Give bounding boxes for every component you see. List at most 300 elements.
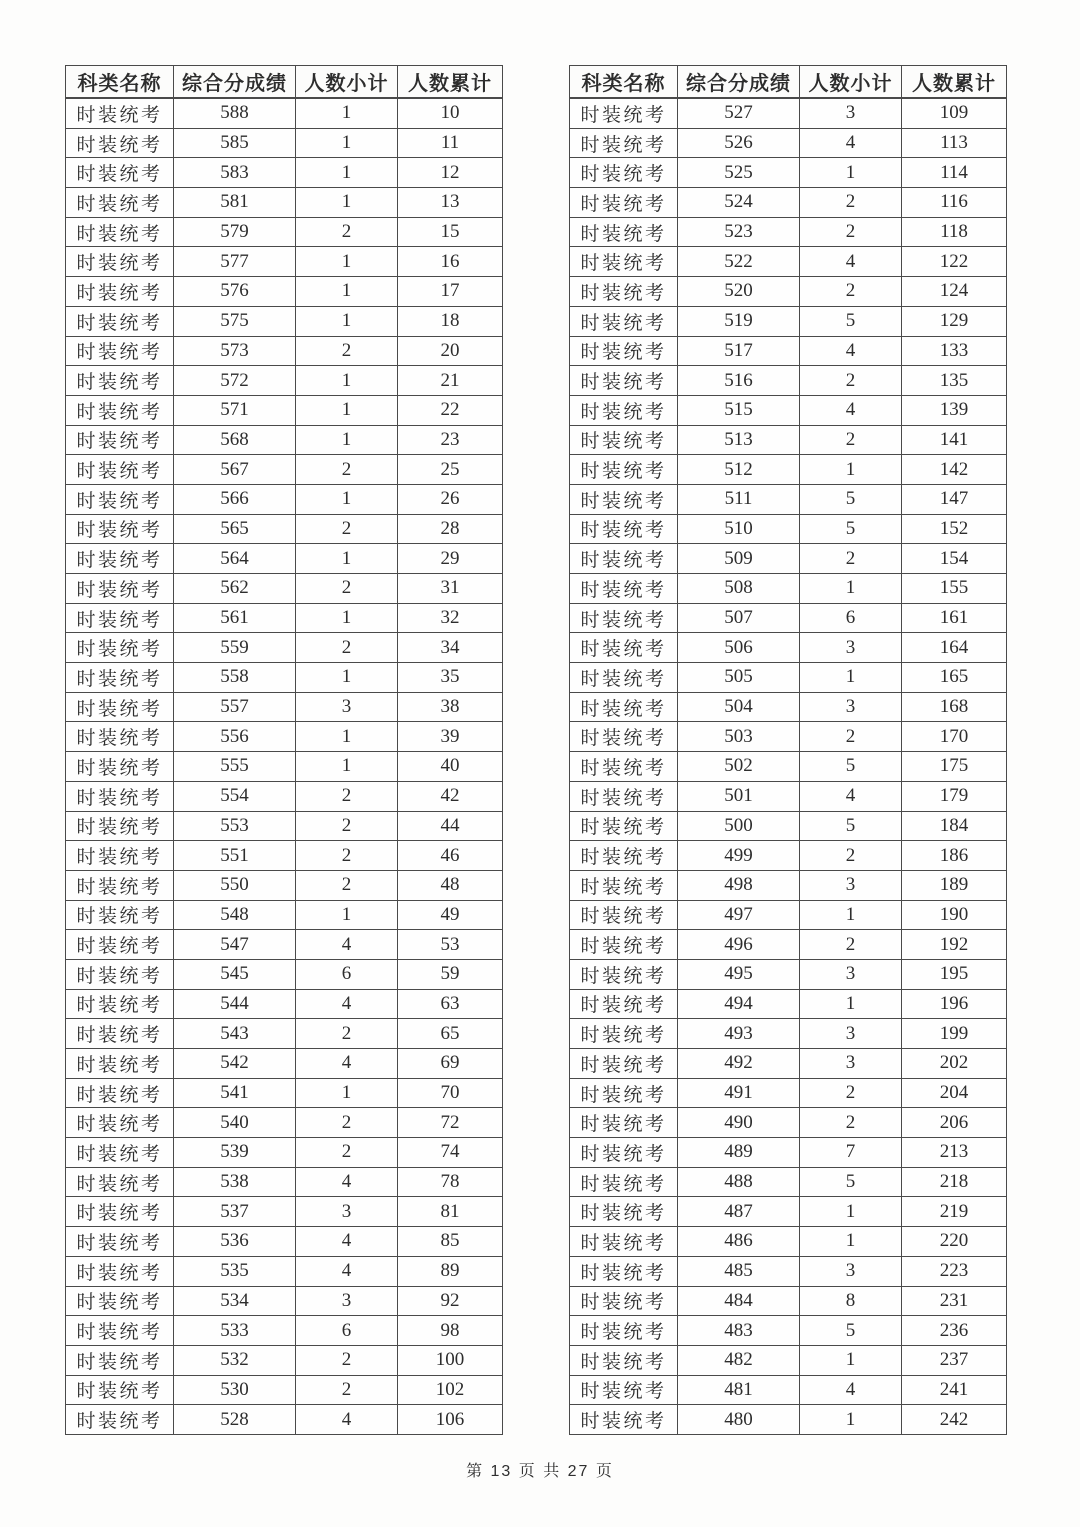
table-row	[66, 930, 503, 960]
count-cell: 2	[296, 1375, 398, 1405]
count-cell: 1	[296, 247, 398, 277]
header-row	[66, 66, 503, 99]
score-cell: 577	[174, 247, 296, 277]
count-cell: 1	[296, 98, 398, 128]
cumulative-cell: 20	[398, 336, 503, 366]
score-table-right	[569, 65, 1007, 1435]
count-cell: 5	[800, 811, 902, 841]
cumulative-cell: 70	[398, 1078, 503, 1108]
score-cell: 523	[678, 217, 800, 247]
count-cell: 1	[800, 989, 902, 1019]
score-cell: 534	[174, 1286, 296, 1316]
table-row	[66, 663, 503, 693]
count-cell: 2	[296, 870, 398, 900]
count-cell: 7	[800, 1138, 902, 1168]
count-cell: 2	[800, 188, 902, 218]
table-body-left	[66, 98, 503, 1434]
category-cell: 时装统考	[570, 1256, 678, 1286]
cumulative-cell: 32	[398, 603, 503, 633]
category-cell: 时装统考	[66, 277, 174, 307]
score-cell: 541	[174, 1078, 296, 1108]
count-cell: 1	[296, 752, 398, 782]
tables-container	[65, 65, 1007, 1435]
category-cell: 时装统考	[570, 900, 678, 930]
count-cell: 3	[800, 692, 902, 722]
table-row	[570, 1227, 1007, 1257]
cumulative-cell: 223	[902, 1256, 1007, 1286]
category-cell: 时装统考	[570, 158, 678, 188]
category-cell: 时装统考	[570, 306, 678, 336]
score-cell: 520	[678, 277, 800, 307]
table-row	[66, 1138, 503, 1168]
cumulative-cell: 175	[902, 752, 1007, 782]
cumulative-cell: 109	[902, 98, 1007, 128]
table-row	[66, 336, 503, 366]
count-cell: 2	[800, 277, 902, 307]
count-cell: 1	[296, 722, 398, 752]
table-row	[66, 366, 503, 396]
count-cell: 3	[800, 98, 902, 128]
header-score: 综合分成绩	[174, 66, 296, 99]
cumulative-cell: 237	[902, 1345, 1007, 1375]
cumulative-cell: 133	[902, 336, 1007, 366]
cumulative-cell: 192	[902, 930, 1007, 960]
table-row	[570, 1138, 1007, 1168]
cumulative-cell: 102	[398, 1375, 503, 1405]
score-cell: 575	[174, 306, 296, 336]
cumulative-cell: 186	[902, 841, 1007, 871]
cumulative-cell: 16	[398, 247, 503, 277]
cumulative-cell: 195	[902, 959, 1007, 989]
score-cell: 504	[678, 692, 800, 722]
cumulative-cell: 161	[902, 603, 1007, 633]
count-cell: 4	[296, 1227, 398, 1257]
cumulative-cell: 168	[902, 692, 1007, 722]
table-row	[66, 395, 503, 425]
score-cell: 480	[678, 1405, 800, 1435]
cumulative-cell: 34	[398, 633, 503, 663]
header-category: 科类名称	[570, 66, 678, 99]
table-row	[66, 752, 503, 782]
category-cell: 时装统考	[570, 959, 678, 989]
category-cell: 时装统考	[570, 128, 678, 158]
table-row	[66, 692, 503, 722]
cumulative-cell: 164	[902, 633, 1007, 663]
count-cell: 2	[800, 425, 902, 455]
count-cell: 2	[296, 841, 398, 871]
category-cell: 时装统考	[570, 425, 678, 455]
cumulative-cell: 85	[398, 1227, 503, 1257]
count-cell: 1	[296, 663, 398, 693]
category-cell: 时装统考	[570, 1375, 678, 1405]
cumulative-cell: 17	[398, 277, 503, 307]
category-cell: 时装统考	[66, 1286, 174, 1316]
table-row	[66, 603, 503, 633]
category-cell: 时装统考	[570, 1019, 678, 1049]
score-cell: 490	[678, 1108, 800, 1138]
table-header-left	[66, 66, 503, 99]
score-cell: 576	[174, 277, 296, 307]
count-cell: 4	[800, 128, 902, 158]
score-cell: 507	[678, 603, 800, 633]
count-cell: 1	[800, 1227, 902, 1257]
table-row	[66, 811, 503, 841]
score-cell: 513	[678, 425, 800, 455]
category-cell: 时装统考	[66, 1405, 174, 1435]
table-row	[570, 217, 1007, 247]
table-row	[66, 989, 503, 1019]
table-row	[66, 98, 503, 128]
cumulative-cell: 204	[902, 1078, 1007, 1108]
table-row	[66, 870, 503, 900]
table-row	[66, 544, 503, 574]
count-cell: 1	[296, 395, 398, 425]
category-cell: 时装统考	[570, 336, 678, 366]
count-cell: 2	[800, 841, 902, 871]
score-cell: 493	[678, 1019, 800, 1049]
category-cell: 时装统考	[570, 1138, 678, 1168]
category-cell: 时装统考	[570, 870, 678, 900]
category-cell: 时装统考	[66, 1049, 174, 1079]
score-cell: 568	[174, 425, 296, 455]
table-row	[570, 959, 1007, 989]
score-cell: 511	[678, 484, 800, 514]
table-row	[66, 188, 503, 218]
count-cell: 2	[296, 217, 398, 247]
category-cell: 时装统考	[570, 217, 678, 247]
score-cell: 506	[678, 633, 800, 663]
cumulative-cell: 53	[398, 930, 503, 960]
count-cell: 3	[800, 1256, 902, 1286]
cumulative-cell: 78	[398, 1167, 503, 1197]
table-row	[66, 1405, 503, 1435]
table-row	[570, 603, 1007, 633]
category-cell: 时装统考	[66, 811, 174, 841]
table-row	[66, 1316, 503, 1346]
cumulative-cell: 26	[398, 484, 503, 514]
table-row	[66, 247, 503, 277]
count-cell: 6	[296, 959, 398, 989]
category-cell: 时装统考	[66, 692, 174, 722]
category-cell: 时装统考	[570, 930, 678, 960]
cumulative-cell: 135	[902, 366, 1007, 396]
category-cell: 时装统考	[570, 395, 678, 425]
score-cell: 547	[174, 930, 296, 960]
category-cell: 时装统考	[66, 752, 174, 782]
table-row	[570, 395, 1007, 425]
count-cell: 3	[800, 1049, 902, 1079]
category-cell: 时装统考	[66, 544, 174, 574]
table-row	[66, 128, 503, 158]
score-cell: 535	[174, 1256, 296, 1286]
table-row	[570, 811, 1007, 841]
score-cell: 561	[174, 603, 296, 633]
score-cell: 512	[678, 455, 800, 485]
score-cell: 487	[678, 1197, 800, 1227]
category-cell: 时装统考	[570, 692, 678, 722]
table-row	[570, 900, 1007, 930]
score-cell: 585	[174, 128, 296, 158]
table-row	[570, 484, 1007, 514]
score-cell: 484	[678, 1286, 800, 1316]
table-row	[570, 870, 1007, 900]
category-cell: 时装统考	[66, 514, 174, 544]
category-cell: 时装统考	[570, 1227, 678, 1257]
count-cell: 1	[800, 574, 902, 604]
score-cell: 516	[678, 366, 800, 396]
count-cell: 3	[800, 959, 902, 989]
count-cell: 4	[296, 1167, 398, 1197]
score-cell: 556	[174, 722, 296, 752]
count-cell: 6	[296, 1316, 398, 1346]
category-cell: 时装统考	[570, 633, 678, 663]
score-cell: 482	[678, 1345, 800, 1375]
score-cell: 532	[174, 1345, 296, 1375]
table-row	[66, 1227, 503, 1257]
score-cell: 496	[678, 930, 800, 960]
category-cell: 时装统考	[66, 1375, 174, 1405]
category-cell: 时装统考	[66, 247, 174, 277]
table-row	[66, 217, 503, 247]
score-cell: 564	[174, 544, 296, 574]
table-row	[570, 1049, 1007, 1079]
count-cell: 1	[296, 484, 398, 514]
count-cell: 5	[800, 1167, 902, 1197]
table-row	[66, 1078, 503, 1108]
table-row	[570, 1256, 1007, 1286]
cumulative-cell: 21	[398, 366, 503, 396]
table-row	[570, 752, 1007, 782]
score-cell: 494	[678, 989, 800, 1019]
count-cell: 2	[296, 1345, 398, 1375]
score-cell: 517	[678, 336, 800, 366]
count-cell: 1	[296, 1078, 398, 1108]
category-cell: 时装统考	[66, 1078, 174, 1108]
score-cell: 488	[678, 1167, 800, 1197]
header-cumulative: 人数累计	[902, 66, 1007, 99]
cumulative-cell: 11	[398, 128, 503, 158]
category-cell: 时装统考	[66, 455, 174, 485]
cumulative-cell: 141	[902, 425, 1007, 455]
count-cell: 1	[800, 158, 902, 188]
score-cell: 485	[678, 1256, 800, 1286]
table-row	[570, 663, 1007, 693]
cumulative-cell: 152	[902, 514, 1007, 544]
category-cell: 时装统考	[66, 336, 174, 366]
cumulative-cell: 114	[902, 158, 1007, 188]
category-cell: 时装统考	[66, 870, 174, 900]
score-cell: 525	[678, 158, 800, 188]
cumulative-cell: 39	[398, 722, 503, 752]
cumulative-cell: 142	[902, 455, 1007, 485]
table-row	[570, 1375, 1007, 1405]
cumulative-cell: 44	[398, 811, 503, 841]
table-row	[570, 1405, 1007, 1435]
category-cell: 时装统考	[570, 98, 678, 128]
count-cell: 3	[296, 1197, 398, 1227]
cumulative-cell: 241	[902, 1375, 1007, 1405]
table-row	[66, 574, 503, 604]
table-row	[570, 1316, 1007, 1346]
table-header-right	[570, 66, 1007, 99]
count-cell: 1	[296, 603, 398, 633]
count-cell: 1	[296, 188, 398, 218]
score-cell: 498	[678, 870, 800, 900]
cumulative-cell: 189	[902, 870, 1007, 900]
count-cell: 1	[296, 128, 398, 158]
cumulative-cell: 10	[398, 98, 503, 128]
cumulative-cell: 113	[902, 128, 1007, 158]
table-row	[570, 1019, 1007, 1049]
table-row	[66, 841, 503, 871]
table-row	[66, 425, 503, 455]
score-cell: 542	[174, 1049, 296, 1079]
header-row	[570, 66, 1007, 99]
score-cell: 562	[174, 574, 296, 604]
count-cell: 2	[296, 1019, 398, 1049]
category-cell: 时装统考	[66, 158, 174, 188]
cumulative-cell: 74	[398, 1138, 503, 1168]
score-cell: 545	[174, 959, 296, 989]
count-cell: 2	[800, 1078, 902, 1108]
category-cell: 时装统考	[570, 722, 678, 752]
category-cell: 时装统考	[66, 1227, 174, 1257]
cumulative-cell: 179	[902, 781, 1007, 811]
cumulative-cell: 242	[902, 1405, 1007, 1435]
category-cell: 时装统考	[570, 1197, 678, 1227]
score-cell: 510	[678, 514, 800, 544]
count-cell: 1	[296, 366, 398, 396]
cumulative-cell: 155	[902, 574, 1007, 604]
category-cell: 时装统考	[570, 1167, 678, 1197]
count-cell: 3	[296, 692, 398, 722]
table-body-right	[570, 98, 1007, 1434]
count-cell: 1	[800, 663, 902, 693]
category-cell: 时装统考	[570, 1108, 678, 1138]
table-row	[66, 484, 503, 514]
score-cell: 559	[174, 633, 296, 663]
cumulative-cell: 18	[398, 306, 503, 336]
table-row	[66, 158, 503, 188]
count-cell: 2	[800, 930, 902, 960]
count-cell: 1	[296, 425, 398, 455]
score-cell: 489	[678, 1138, 800, 1168]
count-cell: 2	[296, 455, 398, 485]
table-row	[570, 128, 1007, 158]
category-cell: 时装统考	[66, 1256, 174, 1286]
cumulative-cell: 213	[902, 1138, 1007, 1168]
count-cell: 2	[296, 811, 398, 841]
count-cell: 2	[800, 722, 902, 752]
category-cell: 时装统考	[570, 1078, 678, 1108]
score-cell: 526	[678, 128, 800, 158]
count-cell: 1	[800, 1197, 902, 1227]
category-cell: 时装统考	[66, 1345, 174, 1375]
cumulative-cell: 23	[398, 425, 503, 455]
count-cell: 4	[800, 781, 902, 811]
count-cell: 4	[296, 989, 398, 1019]
category-cell: 时装统考	[570, 247, 678, 277]
cumulative-cell: 118	[902, 217, 1007, 247]
cumulative-cell: 89	[398, 1256, 503, 1286]
score-cell: 548	[174, 900, 296, 930]
table-row	[570, 1197, 1007, 1227]
score-cell: 483	[678, 1316, 800, 1346]
category-cell: 时装统考	[570, 663, 678, 693]
score-cell: 551	[174, 841, 296, 871]
count-cell: 6	[800, 603, 902, 633]
table-row	[66, 1375, 503, 1405]
score-cell: 550	[174, 870, 296, 900]
category-cell: 时装统考	[66, 188, 174, 218]
category-cell: 时装统考	[570, 277, 678, 307]
cumulative-cell: 31	[398, 574, 503, 604]
score-cell: 497	[678, 900, 800, 930]
score-cell: 524	[678, 188, 800, 218]
category-cell: 时装统考	[570, 1316, 678, 1346]
table-row	[66, 959, 503, 989]
cumulative-cell: 124	[902, 277, 1007, 307]
score-cell: 572	[174, 366, 296, 396]
table-row	[66, 514, 503, 544]
cumulative-cell: 165	[902, 663, 1007, 693]
table-row	[570, 188, 1007, 218]
cumulative-cell: 122	[902, 247, 1007, 277]
cumulative-cell: 219	[902, 1197, 1007, 1227]
table-row	[66, 455, 503, 485]
score-table-left	[65, 65, 503, 1435]
header-category: 科类名称	[66, 66, 174, 99]
score-cell: 567	[174, 455, 296, 485]
category-cell: 时装统考	[66, 128, 174, 158]
category-cell: 时装统考	[570, 514, 678, 544]
category-cell: 时装统考	[570, 366, 678, 396]
score-cell: 533	[174, 1316, 296, 1346]
score-cell: 573	[174, 336, 296, 366]
score-cell: 554	[174, 781, 296, 811]
header-score: 综合分成绩	[678, 66, 800, 99]
category-cell: 时装统考	[66, 841, 174, 871]
table-row	[570, 336, 1007, 366]
count-cell: 1	[296, 306, 398, 336]
cumulative-cell: 35	[398, 663, 503, 693]
category-cell: 时装统考	[66, 1167, 174, 1197]
score-cell: 555	[174, 752, 296, 782]
score-cell: 536	[174, 1227, 296, 1257]
category-cell: 时装统考	[66, 633, 174, 663]
count-cell: 3	[800, 633, 902, 663]
category-cell: 时装统考	[66, 484, 174, 514]
cumulative-cell: 220	[902, 1227, 1007, 1257]
table-row	[66, 1019, 503, 1049]
cumulative-cell: 42	[398, 781, 503, 811]
table-row	[66, 1108, 503, 1138]
table-row	[570, 841, 1007, 871]
count-cell: 2	[296, 781, 398, 811]
cumulative-cell: 59	[398, 959, 503, 989]
cumulative-cell: 218	[902, 1167, 1007, 1197]
count-cell: 8	[800, 1286, 902, 1316]
category-cell: 时装统考	[66, 722, 174, 752]
score-cell: 537	[174, 1197, 296, 1227]
category-cell: 时装统考	[66, 574, 174, 604]
cumulative-cell: 154	[902, 544, 1007, 574]
category-cell: 时装统考	[66, 1138, 174, 1168]
table-row	[570, 989, 1007, 1019]
score-cell: 519	[678, 306, 800, 336]
count-cell: 1	[800, 455, 902, 485]
cumulative-cell: 40	[398, 752, 503, 782]
